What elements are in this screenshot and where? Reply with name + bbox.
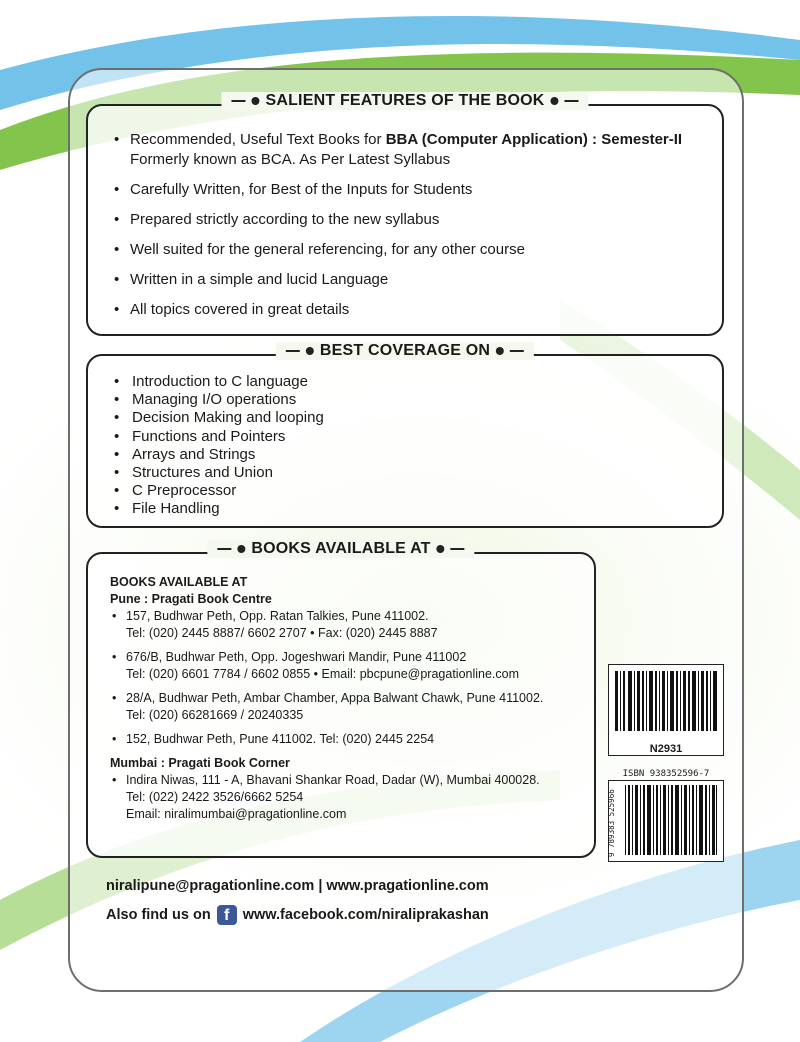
facebook-icon[interactable]: f xyxy=(217,905,237,925)
availability-details xyxy=(110,574,584,830)
feature-item: • All topics covered in great details xyxy=(114,300,704,320)
title-dot-left xyxy=(251,97,259,105)
availability-heading: BOOKS AVAILABLE AT xyxy=(110,575,248,589)
feature-item: • Written in a simple and lucid Language xyxy=(114,270,704,290)
best-coverage-title-text: BEST COVERAGE ON xyxy=(319,342,491,359)
salient-features-title xyxy=(221,92,588,110)
title-dot-right xyxy=(551,97,559,105)
feature-item: • Prepared strictly according to the new syllabus xyxy=(114,210,704,230)
title-dot-left xyxy=(306,347,314,355)
isbn-barcode xyxy=(608,768,724,864)
title-dot-left xyxy=(237,545,245,553)
feature-item: • Well suited for the general referencing, for any other course xyxy=(114,240,704,260)
address-item: • 152, Budhwar Peth, Pune 411002. Tel: (020) 2445 2254 xyxy=(110,731,584,748)
books-available-title xyxy=(207,540,474,558)
code-barcode xyxy=(608,664,724,756)
best-coverage-title xyxy=(276,342,534,360)
feature-item: • Recommended, Useful Text Books for BBA (Computer Application) : Semester-II Formerly known as BCA. As Per Latest Syllabus xyxy=(114,130,704,170)
pune-heading: Pune : Pragati Book Centre xyxy=(110,592,272,606)
address-item: • 28/A, Budhwar Peth, Ambar Chamber, Appa Balwant Chawk, Pune 411002. Tel: (020) 66281669 / 20240335 xyxy=(110,690,584,724)
title-dash-right xyxy=(565,100,579,102)
title-dash-left xyxy=(286,350,300,352)
best-coverage-box xyxy=(86,342,724,528)
features-list xyxy=(114,130,704,330)
ean-digits: 9 789383 525966 xyxy=(607,789,616,857)
books-available-box xyxy=(86,540,596,858)
salient-features-title-text: SALIENT FEATURES OF THE BOOK xyxy=(265,92,545,109)
address-item: • 157, Budhwar Peth, Opp. Ratan Talkies, Pune 411002. Tel: (020) 2445 8887/ 6602 2707 • Fax: (020) 2445 8887 xyxy=(110,608,584,642)
title-dash-left xyxy=(217,548,231,550)
pune-address-list xyxy=(110,608,584,748)
facebook-line xyxy=(106,905,489,925)
coverage-item: • Managing I/O operations xyxy=(114,391,324,409)
facebook-url[interactable]: www.facebook.com/niraliprakashan xyxy=(242,907,489,923)
address-item: • Indira Niwas, 111 - A, Bhavani Shankar Road, Dadar (W), Mumbai 400028. Tel: (022) 2422 3526/6662 5254 Email: niralimumbai@pragationline.com xyxy=(110,772,584,823)
barcode-code-text: N2931 xyxy=(649,743,683,755)
title-dot-right xyxy=(437,545,445,553)
coverage-list xyxy=(114,373,324,519)
title-dot-right xyxy=(496,347,504,355)
mumbai-address-list xyxy=(110,772,584,823)
coverage-item: • C Preprocessor xyxy=(114,482,324,500)
coverage-item: • File Handling xyxy=(114,500,324,518)
mumbai-heading: Mumbai : Pragati Book Corner xyxy=(110,756,290,770)
barcode-bars xyxy=(609,665,723,737)
address-item: • 676/B, Budhwar Peth, Opp. Jogeshwari Mandir, Pune 411002 Tel: (020) 6601 7784 / 6602 0855 • Email: pbcpune@pragationline.com xyxy=(110,649,584,683)
salient-features-box xyxy=(86,92,724,336)
title-dash-left xyxy=(231,100,245,102)
title-dash-right xyxy=(451,548,465,550)
isbn-text: ISBN 938352596-7 xyxy=(622,769,710,779)
coverage-item: • Functions and Pointers xyxy=(114,428,324,446)
isbn-bars-wrap xyxy=(608,780,724,862)
contact-email-web: niralipune@pragationline.com | www.pragationline.com xyxy=(106,878,489,894)
isbn-bars xyxy=(623,781,719,859)
coverage-item: • Decision Making and looping xyxy=(114,409,324,427)
coverage-item: • Structures and Union xyxy=(114,464,324,482)
coverage-item: • Introduction to C language xyxy=(114,373,324,391)
coverage-item: • Arrays and Strings xyxy=(114,446,324,464)
books-available-title-text: BOOKS AVAILABLE AT xyxy=(251,540,431,557)
title-dash-right xyxy=(510,350,524,352)
find-us-label: Also find us on xyxy=(106,907,211,923)
feature-item: • Carefully Written, for Best of the Inputs for Students xyxy=(114,180,704,200)
